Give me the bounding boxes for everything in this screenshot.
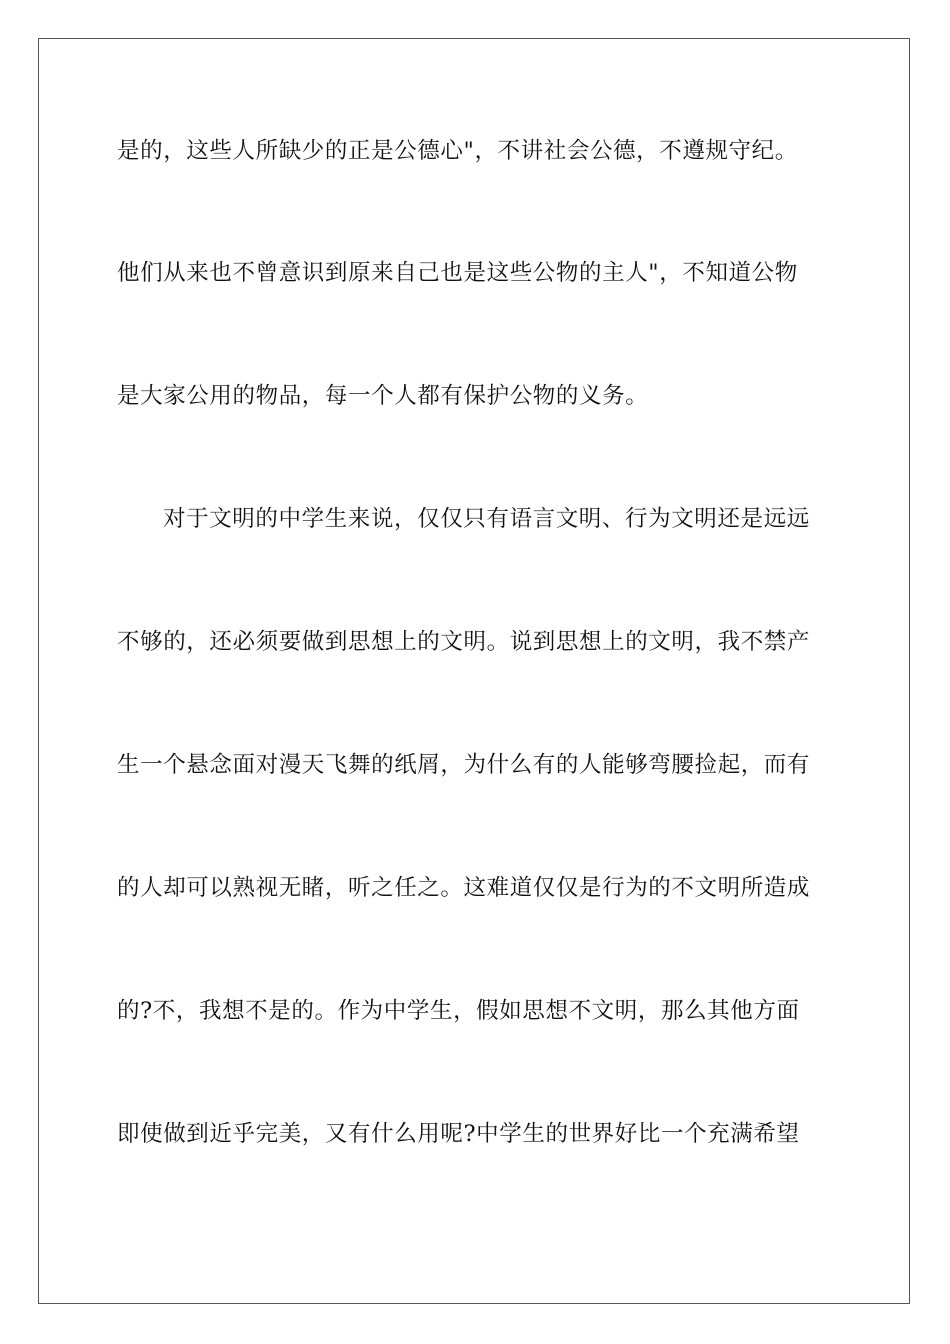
text-line-8: 的?不，我想不是的。作为中学生，假如思想不文明，那么其他方面 (117, 998, 800, 1024)
text-line-9: 即使做到近乎完美，又有什么用呢?中学生的世界好比一个充满希望 (117, 1121, 800, 1147)
text-line-5: 不够的，还必须要做到思想上的文明。说到思想上的文明，我不禁产 (117, 629, 811, 655)
text-line-3: 是大家公用的物品，每一个人都有保护公物的义务。 (117, 383, 649, 409)
text-line-1: 是的，这些人所缺少的正是公德心"，不讲社会公德，不遵规守纪。 (117, 138, 798, 164)
text-line-2: 他们从来也不曾意识到原来自己也是这些公物的主人"，不知道公物 (117, 260, 798, 286)
text-line-6: 生一个悬念面对漫天飞舞的纸屑，为什么有的人能够弯腰捡起，而有 (117, 752, 811, 778)
paragraph-start-line: 对于文明的中学生来说，仅仅只有语言文明、行为文明还是远远 (163, 506, 810, 532)
page-border (38, 38, 910, 1304)
text-line-7: 的人却可以熟视无睹，听之任之。这难道仅仅是行为的不文明所造成 (117, 875, 811, 901)
